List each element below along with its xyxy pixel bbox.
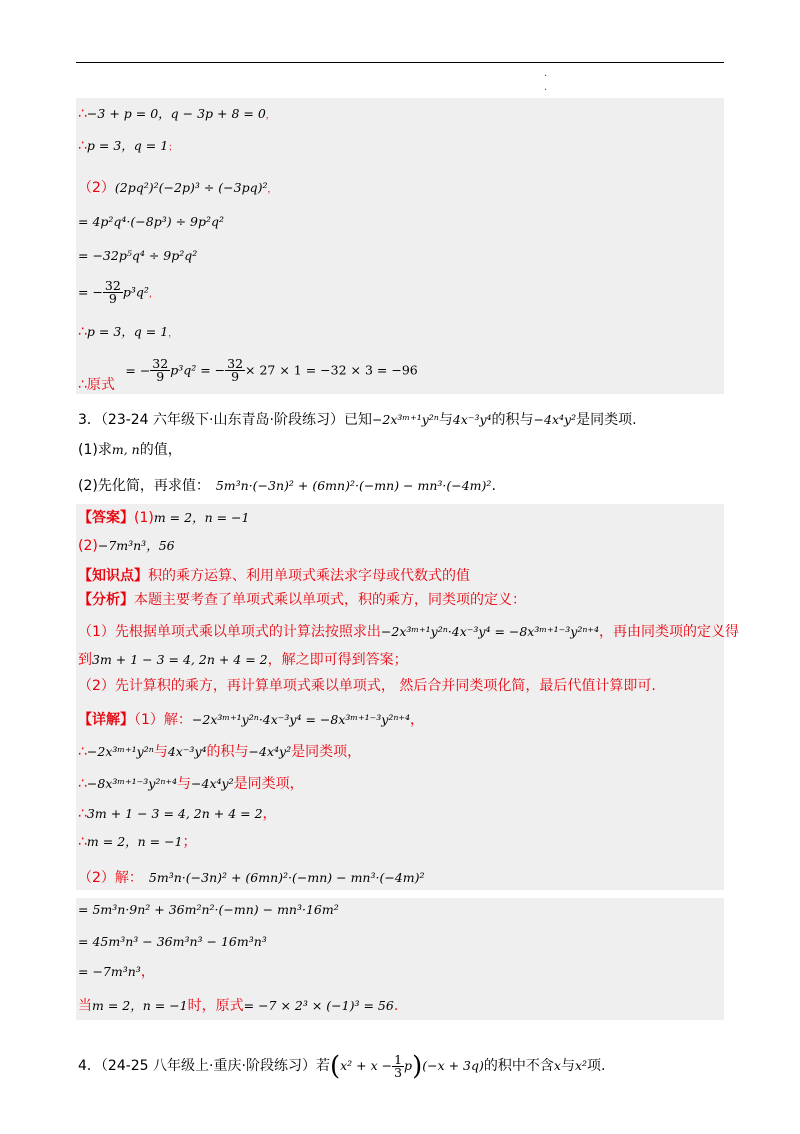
detail-3: ∴−8x³ᵐ⁺¹⁻³y²ⁿ⁺⁴与−4x⁴y²是同类项， (78, 776, 304, 792)
answer-line-2: (2)−7m³n³，56 (78, 538, 175, 554)
sol-line-8: ∴原式 = − $\frac{32}{9}$ p³q² = − $\frac{32}{9}$ × 27 × 1 = −32 × 3 = −96 (78, 356, 418, 393)
problem3-stem: 3．（23-24 六年级下·山东青岛·阶段练习）已知−2x³ᵐ⁺¹y²ⁿ与4x⁻³y⁴的积与−4x⁴y²是同类项. (78, 412, 637, 428)
detail-8: = 45m³n³ − 36m³n³ − 16m³n³ (78, 934, 267, 949)
analysis-1-cont: 到3m + 1 − 3 = 4, 2n + 4 = 2，解之即可得到答案； (78, 652, 408, 668)
sol-line-2: ∴p = 3，q = 1； (78, 138, 178, 154)
sol-line-6: = − $\frac{32}{9}$ p³q²， (78, 278, 158, 306)
analysis-head: 【分析】本题主要考查了单项式乘以单项式，积的乘方，同类项的定义： (78, 592, 526, 608)
detail-6: （2）解： 5m³n·(−3n)² + (6mn)²·(−mn) − mn³·(−4m)² (78, 870, 425, 886)
analysis-1: （1）先根据单项式乘以单项式的计算法按照求出−2x³ᵐ⁺¹y²ⁿ·4x⁻³y⁴ = −8x³ᵐ⁺¹⁻³y²ⁿ⁺⁴，再由同类项的定义得 (78, 624, 740, 640)
problem3-q2: (2)先化简，再求值： 5m³n·(−3n)² + (6mn)²·(−mn) − mn³·(−4m)². (78, 478, 496, 494)
detail-1: 【详解】（1）解：−2x³ᵐ⁺¹y²ⁿ·4x⁻³y⁴ = −8x³ᵐ⁺¹⁻³y²ⁿ⁺⁴， (78, 712, 425, 728)
analysis-2: （2）先计算积的乘方，再计算单项式乘以单项式， 然后合并同类项化简，最后代值计算即可. (78, 678, 656, 694)
detail-4: ∴3m + 1 − 3 = 4, 2n + 4 = 2， (78, 806, 277, 822)
detail-2: ∴−2x³ᵐ⁺¹y²ⁿ与4x⁻³y⁴的积与−4x⁴y²是同类项， (78, 744, 362, 760)
header-dots: · · (544, 71, 548, 96)
problem3-q1: (1)求m, n的值， (78, 442, 182, 458)
sol-line-3: （2）(2pq²)²(−2p)³ ÷ (−3pq)²， (78, 180, 277, 196)
detail-9: = −7m³n³， (78, 964, 155, 980)
sol-line-1: ∴−3 + p = 0，q − 3p + 8 = 0， (78, 106, 275, 122)
sol-line-4: = 4p²q⁴·(−8p³) ÷ 9p²q² (78, 214, 224, 229)
problem4-stem: 4．（24-25 八年级上·重庆·阶段练习）若(x² + x − $\frac{1}{3}$ p)(−x + 3q)的积中不含x与x²项. (78, 1051, 606, 1082)
detail-7: = 5m³n·9n² + 36m²n²·(−mn) − mn³·16m² (78, 902, 339, 917)
header-rule (76, 62, 724, 63)
knowledge-point: 【知识点】积的乘方运算、利用单项式乘法求字母或代数式的值 (78, 568, 470, 584)
answer-line-1: 【答案】(1)m = 2，n = −1 (78, 510, 250, 526)
detail-10: 当m = 2，n = −1时，原式= −7 × 2³ × (−1)³ = 56. (78, 998, 399, 1014)
sol-line-5: = −32p⁵q⁴ ÷ 9p²q² (78, 248, 198, 263)
detail-5: ∴m = 2，n = −1； (78, 834, 197, 850)
sol-line-7: ∴p = 3，q = 1， (78, 324, 178, 340)
